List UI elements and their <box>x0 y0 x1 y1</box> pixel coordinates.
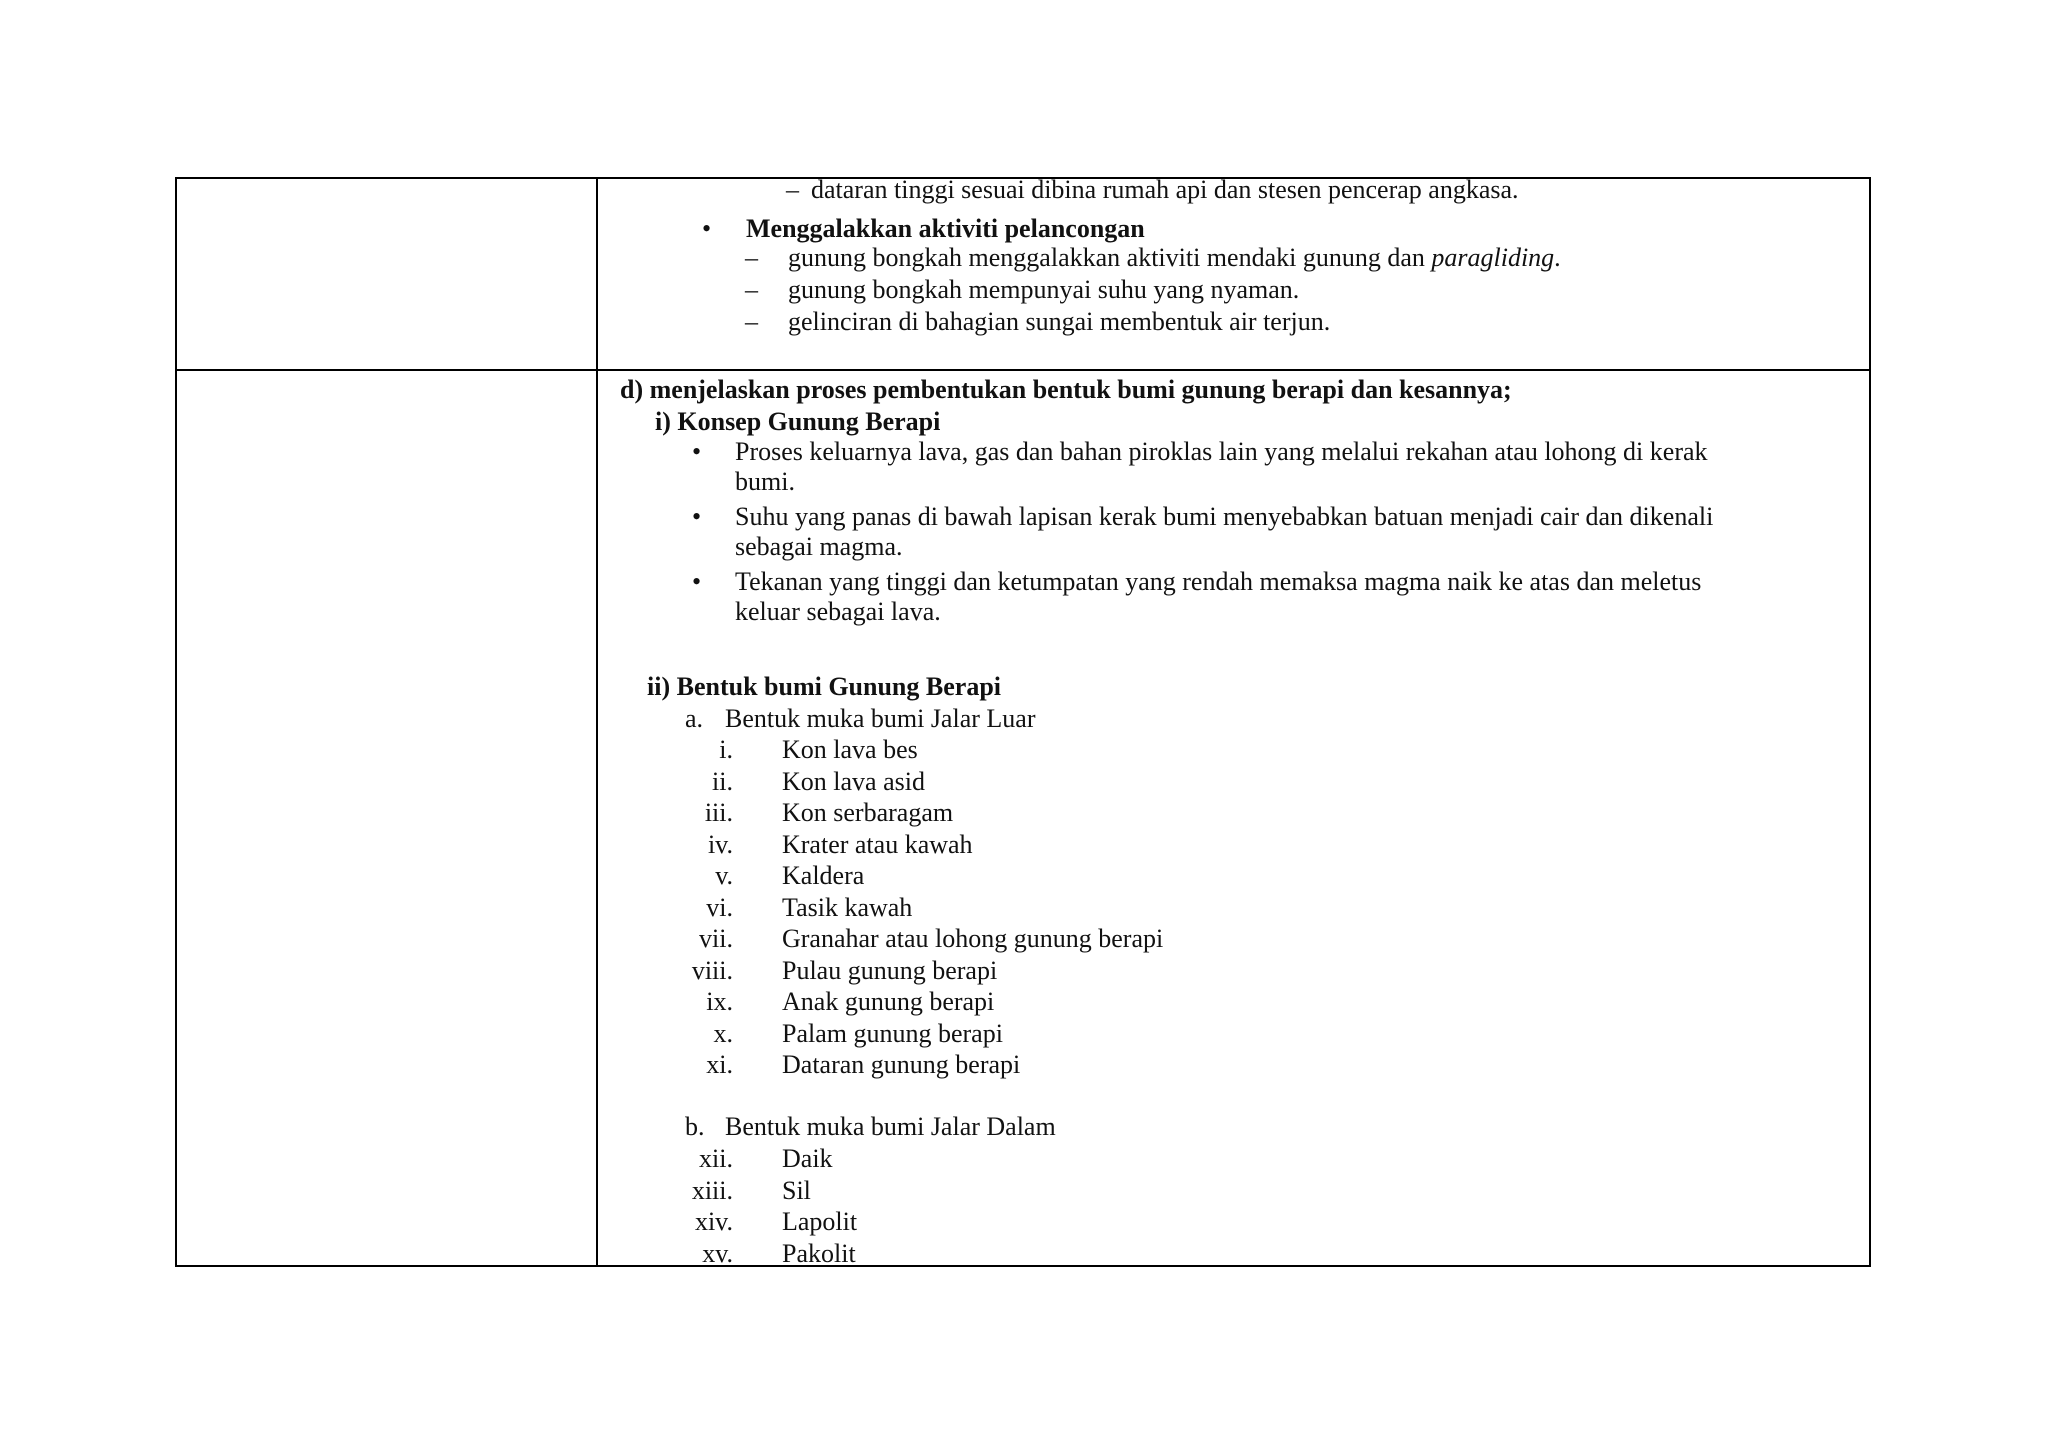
table-cell-empty <box>176 370 597 1266</box>
list-number: xiii. <box>691 1175 733 1205</box>
table-row <box>176 178 1870 370</box>
bullet-line: Suhu yang panas di bawah lapisan kerak bumi menyebabkan batuan menjadi cair dan dikenali <box>735 502 1714 531</box>
list-number: x. <box>713 1018 733 1048</box>
list-number: ix. <box>706 987 733 1016</box>
table-cell-content <box>597 370 1870 1266</box>
bullet-marker: • <box>692 437 702 466</box>
bullet-marker: • <box>692 567 702 596</box>
list-number: i. <box>719 735 733 764</box>
list-item: Palam gunung berapi <box>782 1018 1003 1048</box>
bullet-line: keluar sebagai lava. <box>735 597 941 626</box>
list-item: Granahar atau lohong gunung berapi <box>782 924 1164 953</box>
subsection-title: ii) Bentuk bumi Gunung Berapi <box>647 672 1001 701</box>
list-number: xi. <box>706 1050 733 1079</box>
list-item: Anak gunung berapi <box>782 987 995 1016</box>
bullet-marker: • <box>702 214 712 243</box>
list-item: Sil <box>782 1175 811 1205</box>
list-item: Kon lava asid <box>782 766 925 796</box>
list-number: iv. <box>707 829 733 859</box>
bullet-line: Proses keluarnya lava, gas dan bahan piroklas lain yang melalui rekahan atau lohong di kerak <box>735 437 1708 466</box>
list-marker: a. <box>685 704 704 733</box>
list-item: Dataran gunung berapi <box>782 1050 1021 1079</box>
list-item: Daik <box>782 1144 833 1173</box>
list-item: Krater atau kawah <box>782 829 973 859</box>
bullet-line: Tekanan yang tinggi dan ketumpatan yang rendah memaksa magma naik ke atas dan meletus <box>735 567 1702 596</box>
list-marker: b. <box>685 1112 705 1141</box>
dash-marker: – <box>745 243 758 272</box>
list-number: xv. <box>702 1238 733 1268</box>
content-table <box>175 177 1871 1267</box>
list-number: xiv. <box>694 1207 733 1236</box>
dash-marker: – <box>786 175 799 204</box>
list-number: vi. <box>706 892 733 922</box>
list-number: v. <box>715 861 733 890</box>
table-cell-content <box>597 175 1870 370</box>
list-item: Lapolit <box>782 1207 858 1236</box>
dash-marker: – <box>745 307 758 336</box>
dash-item: gelinciran di bahagian sungai membentuk air terjun. <box>788 307 1331 336</box>
list-item: Kon lava bes <box>782 735 918 764</box>
list-item: Pulau gunung berapi <box>782 955 998 985</box>
list-item: Kon serbaragam <box>782 798 954 827</box>
list-item: Tasik kawah <box>782 892 913 922</box>
table-cell-empty <box>176 178 597 370</box>
bullet-line: sebagai magma. <box>735 532 903 561</box>
dash-item: gunung bongkah menggalakkan aktiviti mendaki gunung dan paragliding. <box>788 243 1561 272</box>
list-label: Bentuk muka bumi Jalar Luar <box>725 704 1036 733</box>
dash-marker: – <box>745 275 758 304</box>
list-number: iii. <box>704 798 733 827</box>
subsection-title: i) Konsep Gunung Berapi <box>655 407 941 436</box>
section-heading: d) menjelaskan proses pembentukan bentuk bumi gunung berapi dan kesannya; <box>620 375 1512 404</box>
list-number: viii. <box>691 955 733 985</box>
table-row <box>176 370 1870 1266</box>
list-label: Bentuk muka bumi Jalar Dalam <box>725 1112 1056 1141</box>
list-item: Kaldera <box>782 861 865 890</box>
list-number: ii. <box>712 766 733 796</box>
bullet-line: bumi. <box>735 467 795 496</box>
bullet-heading: Menggalakkan aktiviti pelancongan <box>746 214 1145 243</box>
bullet-marker: • <box>692 502 702 531</box>
list-number: vii. <box>699 924 733 953</box>
list-number: xii. <box>699 1144 733 1173</box>
list-item: Pakolit <box>782 1238 856 1268</box>
dash-item: dataran tinggi sesuai dibina rumah api dan stesen pencerap angkasa. <box>811 175 1519 204</box>
dash-item: gunung bongkah mempunyai suhu yang nyaman. <box>788 275 1300 304</box>
